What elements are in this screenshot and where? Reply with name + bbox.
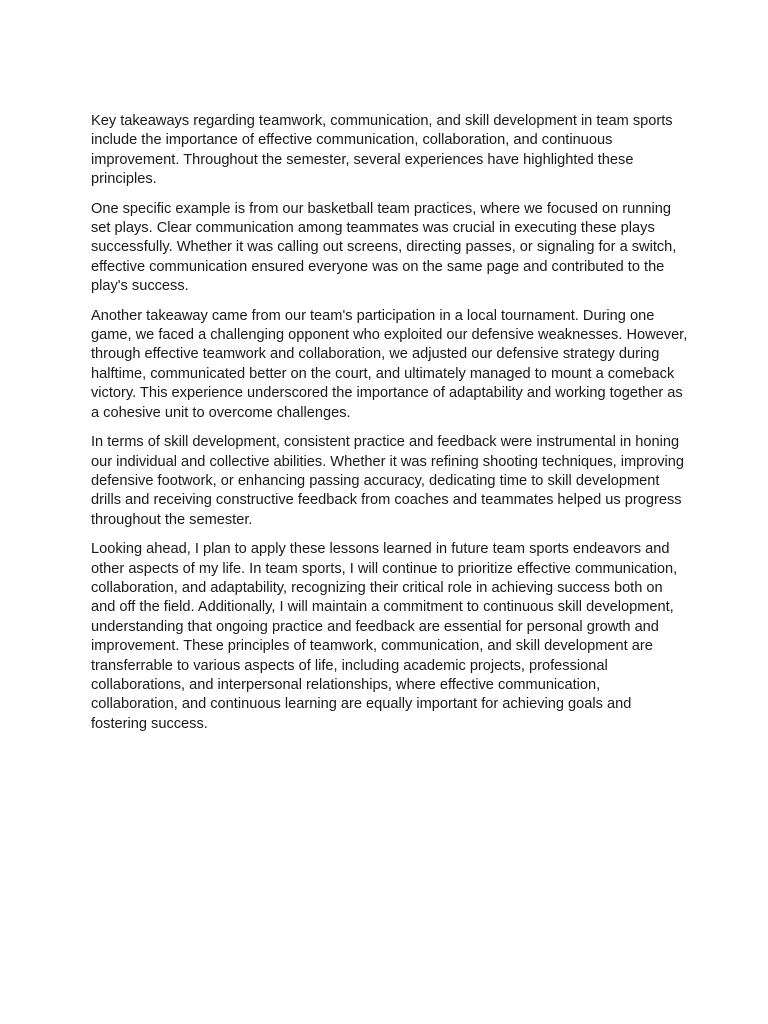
paragraph-intro: Key takeaways regarding teamwork, communication, and skill development in team sports include the importance of effective communication, collaboration, and continuous improvement. Throughout the semester, several experiences have highlighted these principles. (91, 113, 673, 188)
paragraph-basketball-practice: One specific example is from our basketball team practices, where we focused on running set plays. Clear communication among teammates was crucial in executing these plays successfully. Whether it was calling out screens, directing passes, or signaling for a switch, effective communication ensured everyone was on the same page and contributed to the play's success. (91, 200, 677, 295)
paragraph-skill-development: In terms of skill development, consistent practice and feedback were instrumental in honing our individual and collective abilities. Whether it was refining shooting techniques, improving defensive footwork, or enhancing passing accuracy, dedicating time to skill development drills and receiving constructive feedback from coaches and teammates helped us progress throughout the semester. (91, 434, 684, 528)
paragraph-tournament: Another takeaway came from our team's participation in a local tournament. During one game, we faced a challenging opponent who exploited our defensive weaknesses. However, through effective teamwork and collaboration, we adjusted our defensive strategy during halftime, communicated better on the court, and ultimately managed to mount a comeback victory. This experience underscored the importance of adaptability and working together as a cohesive unit to overcome challenges. (91, 307, 688, 421)
paragraph-looking-ahead: Looking ahead, I plan to apply these lessons learned in future team sports endeavors and other aspects of my life. In team sports, I will continue to prioritize effective communication, collaboration, and adaptability, recognizing their critical role in achieving success both on and off the field. Additionally, I will maintain a commitment to continuous skill development, understanding that ongoing practice and feedback are essential for personal growth and improvement. These principles of teamwork, communication, and skill development are transferrable to various aspects of life, including academic projects, professional collaborations, and interpersonal relationships, where effective communication, collaboration, and continuous learning are equally important for achieving goals and fostering success. (91, 541, 678, 732)
document-body (91, 112, 691, 744)
